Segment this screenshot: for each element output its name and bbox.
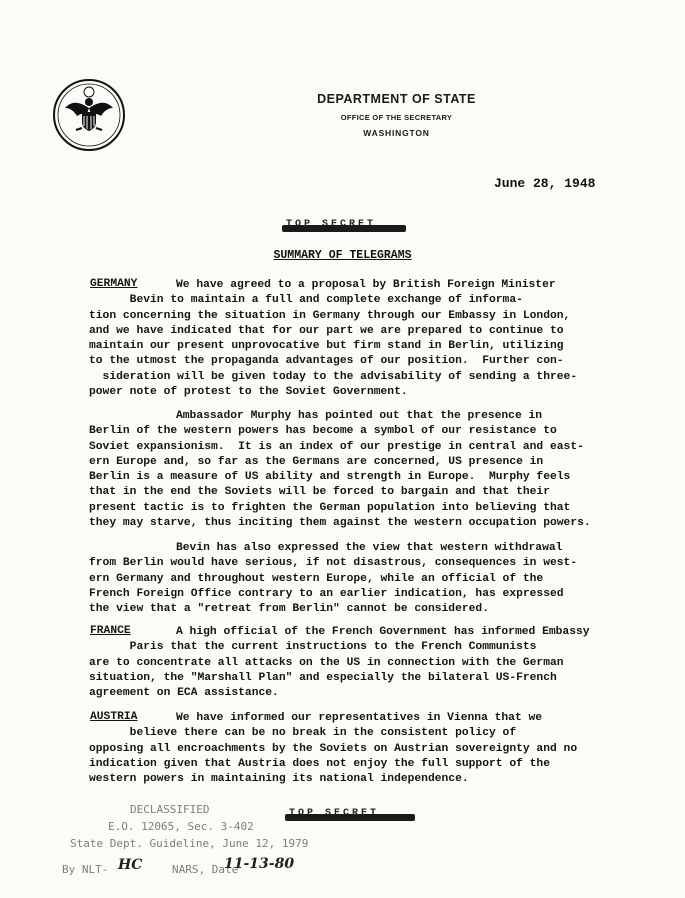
guideline-line: State Dept. Guideline, June 12, 1979: [70, 837, 309, 850]
document-date: June 28, 1948: [494, 176, 596, 191]
handwritten-date: 11-13-80: [224, 856, 295, 872]
department-name: DEPARTMENT OF STATE: [317, 92, 476, 106]
section-label-france: FRANCE: [90, 625, 131, 637]
nars-date-label: NARS, Date: [172, 863, 239, 876]
by-nlt-label: By NLT-: [62, 863, 109, 876]
handwritten-initials: HC: [118, 857, 143, 873]
declassified-line: DECLASSIFIED: [130, 803, 210, 816]
austria-paragraph: We have informed our representatives in Vienna that we believe there can be no break in the consistent policy of opposing all encroachments by the Soviets on Austrian sovereignty and no indication given that Austria does not enjoy the full support of the western powers in maintaining its national independence.: [89, 712, 578, 786]
office-name: OFFICE OF THE SECRETARY: [340, 113, 453, 122]
section-label-austria: AUSTRIA: [90, 711, 138, 723]
executive-order-line: E.O. 12065, Sec. 3-402: [108, 820, 254, 833]
germany-paragraph-2: Ambassador Murphy has pointed out that the presence in Berlin of the western powers has become a symbol of our resistance to Soviet expansionism. It is an index of our prestige in central and east- ern Europe and, so far as the Germans are concerned, US presence in Berlin is a measure of US ability and strength in Europe. Murphy feels that in the end the Soviets will be forced to bargain and that their present tactic is to frighten the German population into believing that they may starve, thus inciting them against the western occupation powers.: [89, 410, 591, 530]
france-paragraph: A high official of the French Government has informed Embassy Paris that the current instructions to the French Communists are to concentrate all attacks on the US in connection with the German situation, the "Marshall Plan" and especially the bilateral US-French agreement on ECA assistance.: [89, 626, 590, 700]
document-title: SUMMARY OF TELEGRAMS: [273, 249, 412, 262]
section-label-germany: GERMANY: [90, 278, 138, 290]
redaction-bar-top: [282, 225, 406, 232]
germany-paragraph-3: Bevin has also expressed the view that western withdrawal from Berlin would have serious, if not disastrous, consequences in west- ern Germany and throughout western Europe, while an official of the French Foreign Office contrary to an earlier indication, has expressed the view that a "retreat from Berlin" cannot be considered.: [89, 542, 578, 616]
city-name: WASHINGTON: [363, 128, 430, 138]
germany-paragraph-1: We have agreed to a proposal by British Foreign Minister Bevin to maintain a full and complete exchange of informa- tion concerning the situation in Germany through our Embassy in London, and we have indicated that for our part we are prepared to continue to maintain our present unprovocative but firm stand in Berlin, utilizing to the utmost the propaganda advantages of our position. Further con- sideration will be given today to the advisability of sending a three- power note of protest to the Soviet Government.: [89, 279, 578, 399]
redaction-bar-bottom: [285, 814, 415, 821]
